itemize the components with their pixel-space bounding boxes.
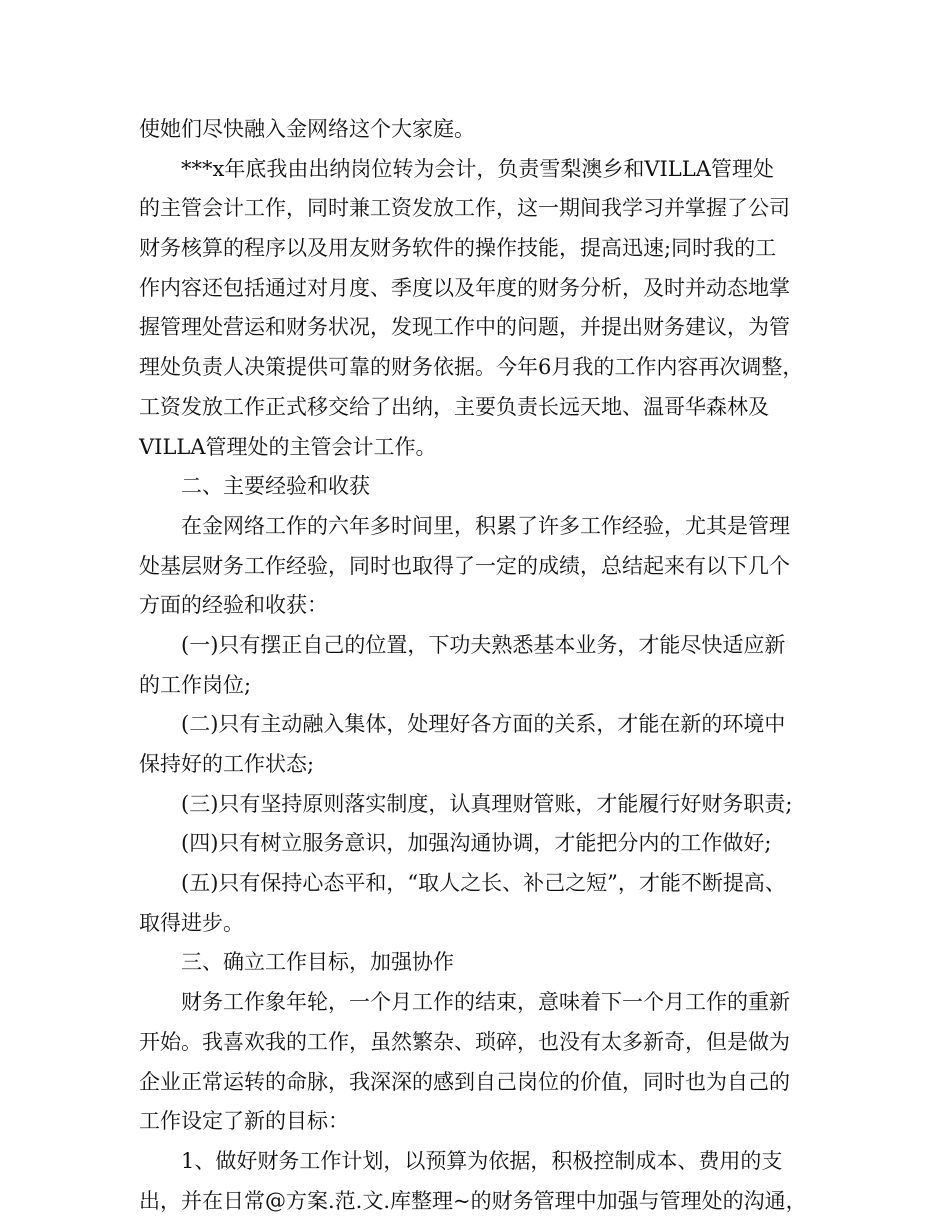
text-line: ***x年底我由出纳岗位转为会计，负责雪梨澳乡和VILLA管理处 <box>139 156 774 181</box>
list-item: (二)只有主动融入集体，处理好各方面的关系，才能在新的环境中 <box>139 712 786 737</box>
list-item: (一)只有摆正自己的位置，下功夫熟悉基本业务，才能尽快适应新 <box>139 632 786 657</box>
text-line: VILLA管理处的主管会计工作。 <box>139 434 437 459</box>
text-line: 开始。我喜欢我的工作，虽然繁杂、琐碎，也没有太多新奇，但是做为 <box>139 1029 790 1054</box>
text-line: 的主管会计工作，同时兼工资发放工作，这一期间我学习并掌握了公司 <box>139 196 790 221</box>
text-line: 财务工作象年轮，一个月工作的结束，意味着下一个月工作的重新 <box>139 990 790 1015</box>
text-line: 处基层财务工作经验，同时也取得了一定的成绩，总结起来有以下几个 <box>139 553 790 578</box>
text-line: 方面的经验和收获： <box>139 593 328 618</box>
text-line: 使她们尽快融入金网络这个大家庭。 <box>139 117 475 141</box>
text-line: 出，并在日常@方案.范.文.库整理~的财务管理中加强与管理处的沟通， <box>139 1188 807 1213</box>
text-line: 工作设定了新的目标： <box>139 1109 349 1134</box>
section-heading: 二、主要经验和收获 <box>139 474 370 499</box>
document-body <box>139 110 829 1221</box>
text-line: 的工作岗位; <box>139 672 252 697</box>
text-line: 企业正常运转的命脉，我深深的感到自己岗位的价值，同时也为自己的 <box>139 1069 790 1094</box>
text-line: 作内容还包括通过对月度、季度以及年度的财务分析，及时并动态地掌 <box>139 275 790 300</box>
text-line: 理处负责人决策提供可靠的财务依据。今年6月我的工作内容再次调整， <box>139 355 804 380</box>
list-item: (三)只有坚持原则落实制度，认真理财管账，才能履行好财务职责; <box>139 791 793 816</box>
list-item: (五)只有保持心态平和，“取人之长、补己之短”，才能不断提高、 <box>139 871 786 896</box>
section-heading: 三、确立工作目标，加强协作 <box>139 950 454 975</box>
text-line: 在金网络工作的六年多时间里，积累了许多工作经验，尤其是管理 <box>139 513 790 538</box>
text-line: 取得进步。 <box>139 910 244 935</box>
text-line: 握管理处营运和财务状况，发现工作中的问题，并提出财务建议，为管 <box>139 315 790 340</box>
list-item: (四)只有树立服务意识，加强沟通协调，才能把分内的工作做好; <box>139 831 772 856</box>
list-item: 1、做好财务工作计划，以预算为依据，积极控制成本、费用的支 <box>139 1148 783 1173</box>
text-line: 财务核算的程序以及用友财务软件的操作技能，提高迅速;同时我的工 <box>139 236 777 261</box>
text-line: 工资发放工作正式移交给了出纳，主要负责长远天地、温哥华森林及 <box>139 394 769 419</box>
text-line: 保持好的工作状态; <box>139 752 315 776</box>
